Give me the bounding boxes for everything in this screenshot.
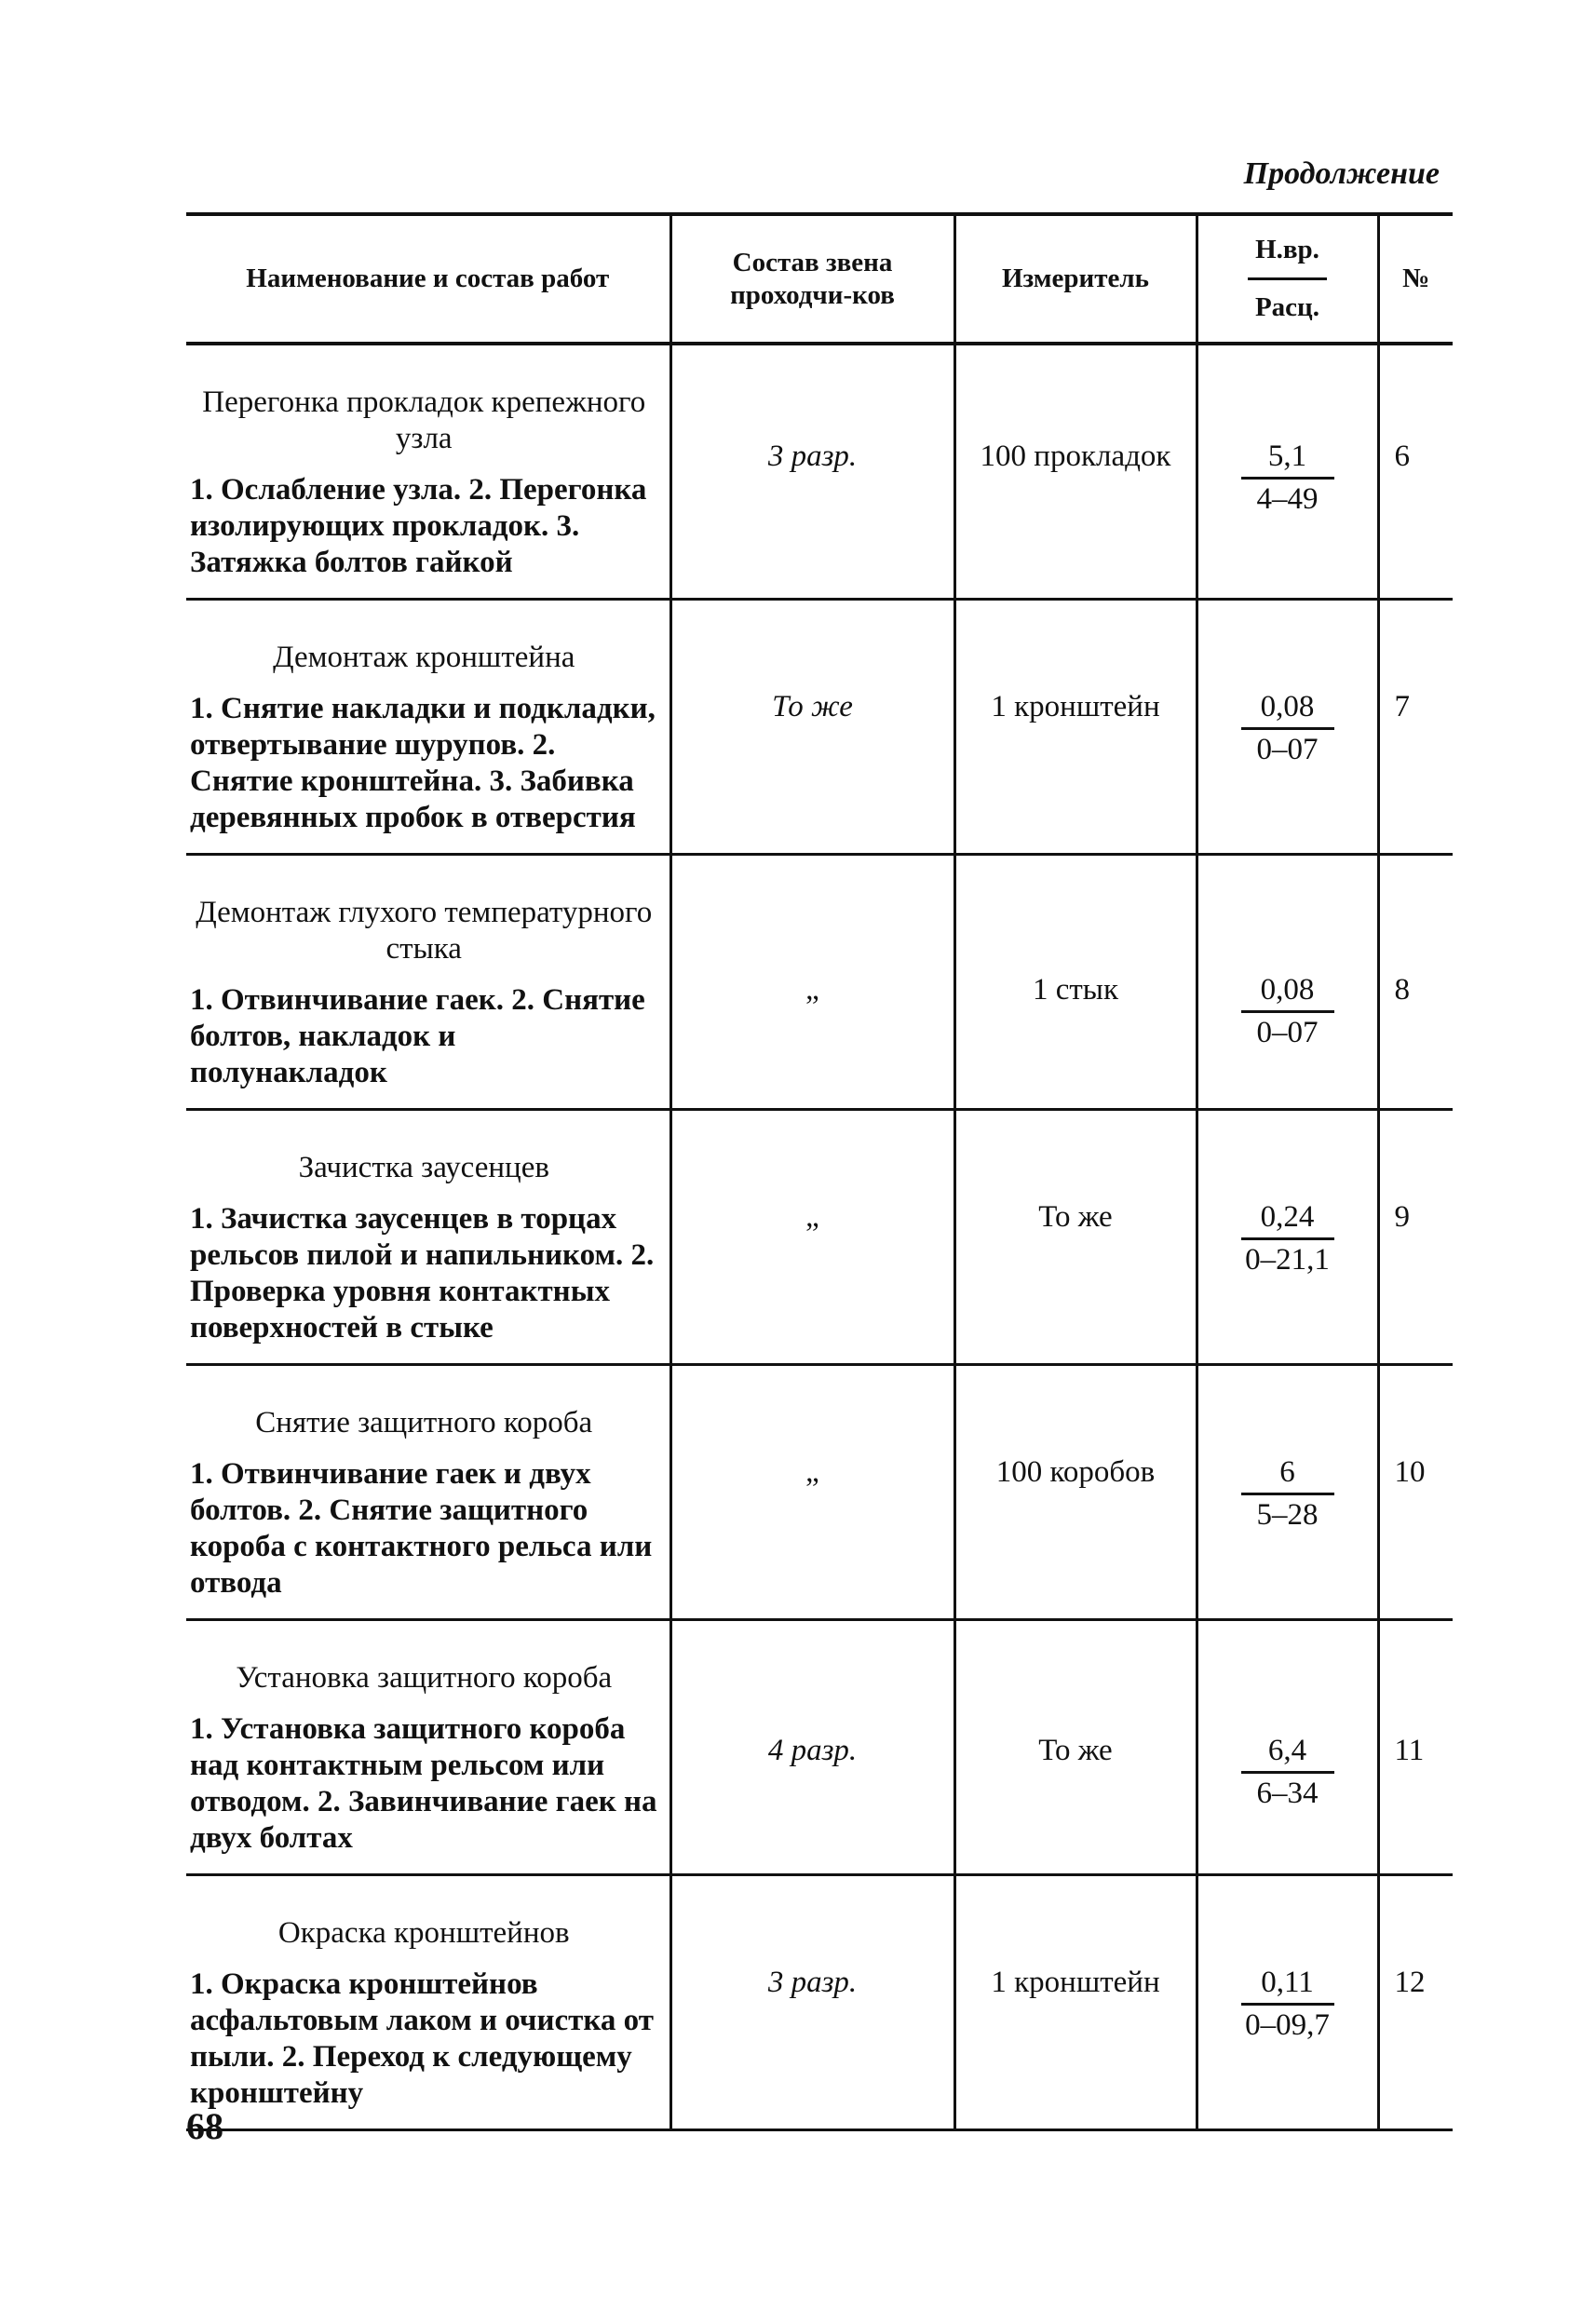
work-cell [186, 1110, 670, 1365]
table-row [186, 344, 1453, 600]
work-cell [186, 1875, 670, 2130]
table-row [186, 1620, 1453, 1875]
unit-value: 100 прокладок [980, 439, 1171, 473]
crew-cell [670, 1875, 954, 2130]
header-norm [1197, 214, 1378, 344]
unit-cell [954, 1365, 1197, 1620]
norm-fraction [1241, 689, 1334, 768]
work-steps: 1. Отвинчивание гаек. 2. Снятие болтов, накладок и полунакладок [190, 983, 645, 1089]
crew-value: „ [805, 1200, 819, 1234]
rate-value: 4–49 [1256, 482, 1319, 516]
table-header [186, 214, 1453, 344]
num-cell [1378, 855, 1453, 1110]
norm-fraction [1241, 1965, 1334, 2044]
continuation-label: Продолжение [1243, 156, 1440, 191]
work-steps: 1. Установка защитного короба над контактным рельсом или отводом. 2. Завинчивание гаек на двух болтах [190, 1712, 657, 1855]
work-title: Перегонка прокладок крепежного узла [202, 385, 646, 455]
header-num: № [1378, 214, 1453, 344]
rate-value: 0–07 [1256, 1016, 1319, 1049]
norm-cell [1197, 1110, 1378, 1365]
work-cell [186, 855, 670, 1110]
num-value: 11 [1394, 1734, 1425, 1767]
rate-value: 0–07 [1256, 733, 1319, 766]
header-crew: Состав звена проходчи-ков [670, 214, 954, 344]
num-value: 10 [1394, 1455, 1426, 1489]
crew-value: „ [805, 973, 819, 1007]
crew-value: То же [772, 690, 853, 723]
work-steps: 1. Снятие накладки и подкладки, отвертывание шурупов. 2. Снятие кронштейна. 3. Забивка деревянных пробок в отверстия [190, 692, 656, 834]
norm-cell [1197, 1620, 1378, 1875]
unit-value: 1 кронштейн [991, 690, 1160, 723]
crew-cell [670, 1365, 954, 1620]
num-value: 12 [1394, 1966, 1426, 1999]
norms-table [186, 212, 1453, 2131]
num-cell [1378, 1875, 1453, 2130]
num-value: 7 [1394, 690, 1410, 723]
unit-cell [954, 600, 1197, 855]
crew-value: „ [805, 1455, 819, 1489]
table-row [186, 855, 1453, 1110]
num-cell [1378, 1365, 1453, 1620]
work-steps: 1. Зачистка заусенцев в торцах рельсов пилой и напильником. 2. Проверка уровня контактных поверхностей в стыке [190, 1202, 655, 1345]
work-steps: 1. Отвинчивание гаек и двух болтов. 2. Снятие защитного короба с контактного рельса или отвода [190, 1457, 653, 1600]
table-row [186, 600, 1453, 855]
work-title: Снятие защитного короба [255, 1406, 593, 1439]
norm-fraction [1241, 1733, 1334, 1812]
work-cell [186, 1365, 670, 1620]
crew-value: 3 разр. [767, 1966, 858, 1999]
unit-cell [954, 855, 1197, 1110]
num-cell [1378, 344, 1453, 600]
norm-cell [1197, 1875, 1378, 2130]
norm-time-value: 0,24 [1241, 1199, 1334, 1240]
table-row [186, 1365, 1453, 1620]
crew-cell [670, 1110, 954, 1365]
norm-time-value: 0,11 [1241, 1965, 1334, 2006]
unit-cell [954, 1110, 1197, 1365]
num-value: 8 [1394, 973, 1410, 1007]
work-title: Зачистка заусенцев [298, 1151, 549, 1184]
work-title: Окраска кронштейнов [277, 1916, 570, 1950]
num-value: 6 [1394, 439, 1410, 473]
rate-value: 5–28 [1256, 1498, 1319, 1532]
unit-value: То же [1038, 1734, 1113, 1767]
work-cell [186, 1620, 670, 1875]
norm-fraction [1241, 972, 1334, 1051]
num-value: 9 [1394, 1200, 1410, 1234]
crew-cell [670, 855, 954, 1110]
crew-cell [670, 600, 954, 855]
crew-value: 3 разр. [767, 439, 858, 473]
unit-value: 100 коробов [995, 1455, 1156, 1489]
unit-cell [954, 1875, 1197, 2130]
norm-time-value: 0,08 [1241, 689, 1334, 730]
work-cell [186, 344, 670, 600]
norm-time-value: 6,4 [1241, 1733, 1334, 1774]
rate-value: 0–09,7 [1245, 2008, 1330, 2042]
norm-cell [1197, 855, 1378, 1110]
norm-time-value: 6 [1241, 1454, 1334, 1495]
table-row [186, 1875, 1453, 2130]
norm-cell [1197, 600, 1378, 855]
norm-cell [1197, 344, 1378, 600]
header-name: Наименование и состав работ [186, 214, 670, 344]
work-title: Демонтаж глухого температурного стыка [196, 896, 653, 966]
rate-value: 0–21,1 [1245, 1243, 1330, 1277]
work-cell [186, 600, 670, 855]
unit-value: 1 кронштейн [991, 1966, 1160, 1999]
work-title: Установка защитного короба [236, 1661, 613, 1695]
norm-fraction [1241, 1199, 1334, 1278]
norm-fraction [1241, 1454, 1334, 1534]
num-cell [1378, 600, 1453, 855]
norm-cell [1197, 1365, 1378, 1620]
norm-time-value: 0,08 [1241, 972, 1334, 1013]
crew-cell [670, 344, 954, 600]
header-rate: Расц. [1254, 292, 1320, 322]
work-title: Демонтаж кронштейна [273, 641, 575, 674]
num-cell [1378, 1110, 1453, 1365]
unit-value: 1 стык [1032, 973, 1119, 1007]
header-norm-time: Н.вр. [1248, 234, 1327, 280]
crew-value: 4 разр. [767, 1734, 858, 1767]
header-unit: Измеритель [954, 214, 1197, 344]
work-steps: 1. Ослабление узла. 2. Перегонка изолирующих прокладок. 3. Затяжка болтов гайкой [190, 473, 647, 579]
crew-cell [670, 1620, 954, 1875]
norm-fraction [1241, 439, 1334, 518]
header-norm-fraction [1248, 234, 1327, 324]
unit-cell [954, 1620, 1197, 1875]
table-row [186, 1110, 1453, 1365]
page-number: 68 [186, 2105, 223, 2147]
work-steps: 1. Окраска кронштейнов асфальтовым лаком и очистка от пыли. 2. Переход к следующему кронштейну [190, 1967, 654, 2110]
unit-value: То же [1038, 1200, 1113, 1234]
rate-value: 6–34 [1256, 1777, 1319, 1810]
norm-time-value: 5,1 [1241, 439, 1334, 480]
num-cell [1378, 1620, 1453, 1875]
unit-cell [954, 344, 1197, 600]
